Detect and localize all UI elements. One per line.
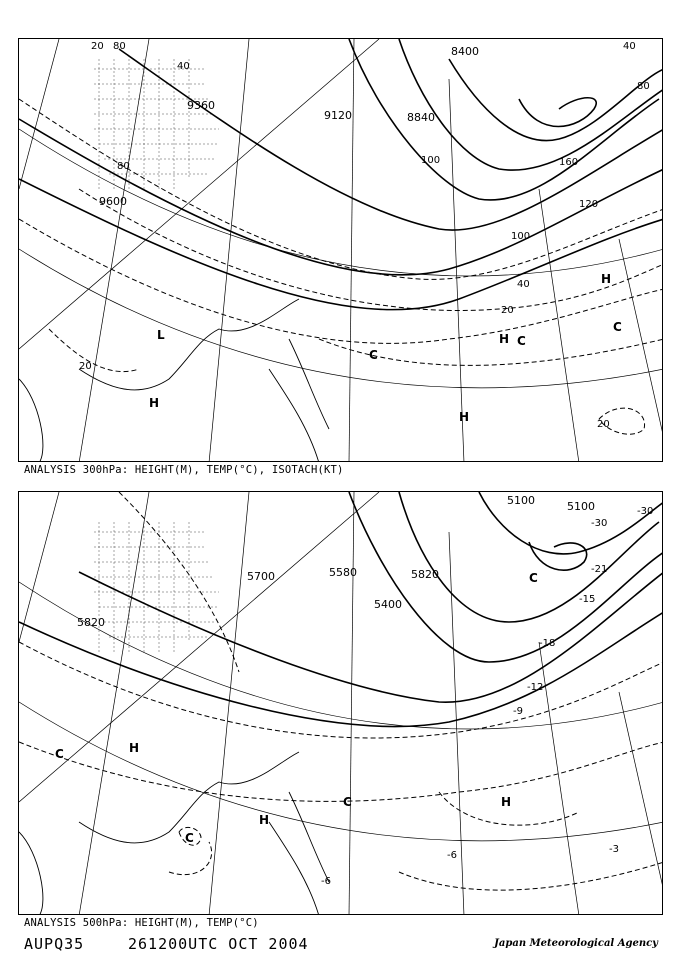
svg-text:-6: -6 [447,850,457,861]
svg-text:80: 80 [117,161,130,172]
high-marker: H [459,410,470,424]
cold-marker: C [613,320,622,334]
map-500hpa [18,491,663,915]
height-label: 5100 [567,500,595,513]
cold-marker: C [55,747,64,761]
height-label: 8840 [407,111,435,124]
svg-text:-6: -6 [321,876,331,887]
cold-marker: C [369,348,378,362]
caption-500hpa: ANALYSIS 500hPa: HEIGHT(M), TEMP(°C) [24,917,259,929]
svg-text:-30: -30 [637,506,654,517]
height-label: 5400 [374,598,402,611]
cold-marker: C [529,571,538,585]
svg-text:20: 20 [79,361,92,372]
height-label: 5820 [77,616,105,629]
coastline [19,299,329,462]
high-marker: H [501,795,512,809]
cold-marker: C [517,334,526,348]
svg-text:-9: -9 [513,706,523,717]
low-marker: L [157,328,165,342]
svg-text:-15: -15 [579,594,596,605]
svg-text:100: 100 [511,231,531,242]
caption-300hpa: ANALYSIS 300hPa: HEIGHT(M), TEMP(°C), ISOTACH(KT) [24,464,344,476]
hatched-region [94,59,219,189]
height-labels [99,45,479,208]
map-500hpa-canvas [19,492,663,915]
high-marker: H [499,332,510,346]
temperature-labels [321,506,653,887]
height-label: 9600 [99,195,127,208]
height-label: 5820 [411,568,439,581]
graticule [19,39,663,462]
isotach-labels [79,41,650,430]
height-label: 5580 [329,566,357,579]
coastline [19,752,329,915]
svg-text:20: 20 [501,305,514,316]
svg-text:-12: -12 [527,682,544,693]
high-marker: H [259,813,270,827]
height-label: 5100 [507,494,535,507]
svg-text:20: 20 [597,419,610,430]
cold-marker: C [343,795,352,809]
height-label: 8400 [451,45,479,58]
agency-name: Japan Meteorological Agency [494,938,658,949]
pressure-centers [55,571,538,845]
svg-text:40: 40 [517,279,530,290]
svg-text:-18: -18 [539,638,556,649]
height-label: 9120 [324,109,352,122]
svg-text:-3: -3 [609,844,619,855]
svg-text:120: 120 [579,199,599,210]
svg-text:160: 160 [559,157,579,168]
svg-text:-30: -30 [591,518,608,529]
hatched-region [94,522,219,652]
high-marker: H [129,741,140,755]
svg-text:40: 40 [177,61,190,72]
map-300hpa [18,38,663,462]
svg-text:-21: -21 [591,564,608,575]
svg-text:100: 100 [421,155,441,166]
high-marker: H [149,396,160,410]
height-contours [19,492,663,726]
svg-text:40: 40 [623,41,636,52]
height-label: 5700 [247,570,275,583]
height-label: 9360 [187,99,215,112]
high-marker: H [601,272,612,286]
svg-text:20: 20 [91,41,104,52]
chart-id: AUPQ35 [24,935,85,953]
graticule [19,492,663,915]
svg-text:80: 80 [113,41,126,52]
cold-marker: C [185,831,194,845]
valid-time: 261200UTC OCT 2004 [128,935,309,953]
map-300hpa-canvas [19,39,663,462]
svg-text:80: 80 [637,81,650,92]
